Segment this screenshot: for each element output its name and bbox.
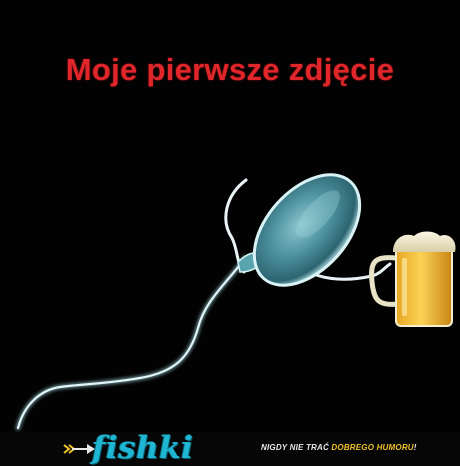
- footer-watermark-bar: [0, 432, 460, 466]
- tagline-part2: DOBREGO HUMORU: [331, 443, 414, 452]
- brand-wordmark: fishki: [92, 430, 194, 466]
- beer-foam: [393, 232, 456, 253]
- fishki-logo[interactable]: [62, 430, 250, 466]
- beer-mug-shine: [402, 258, 407, 316]
- arrow-icon: [62, 442, 96, 456]
- tagline: [261, 443, 417, 452]
- meme-caption: Moje pierwsze zdjęcie: [65, 52, 395, 87]
- sperm-cell-icon: [18, 155, 390, 428]
- tagline-part3: !: [413, 443, 417, 452]
- beer-mug-icon: [372, 232, 456, 327]
- sperm-tail-core: [18, 258, 245, 428]
- sperm-tail: [18, 258, 245, 428]
- beer-mug-handle: [372, 258, 398, 305]
- tagline-part1: NIGDY NIE TRAĆ: [261, 443, 332, 452]
